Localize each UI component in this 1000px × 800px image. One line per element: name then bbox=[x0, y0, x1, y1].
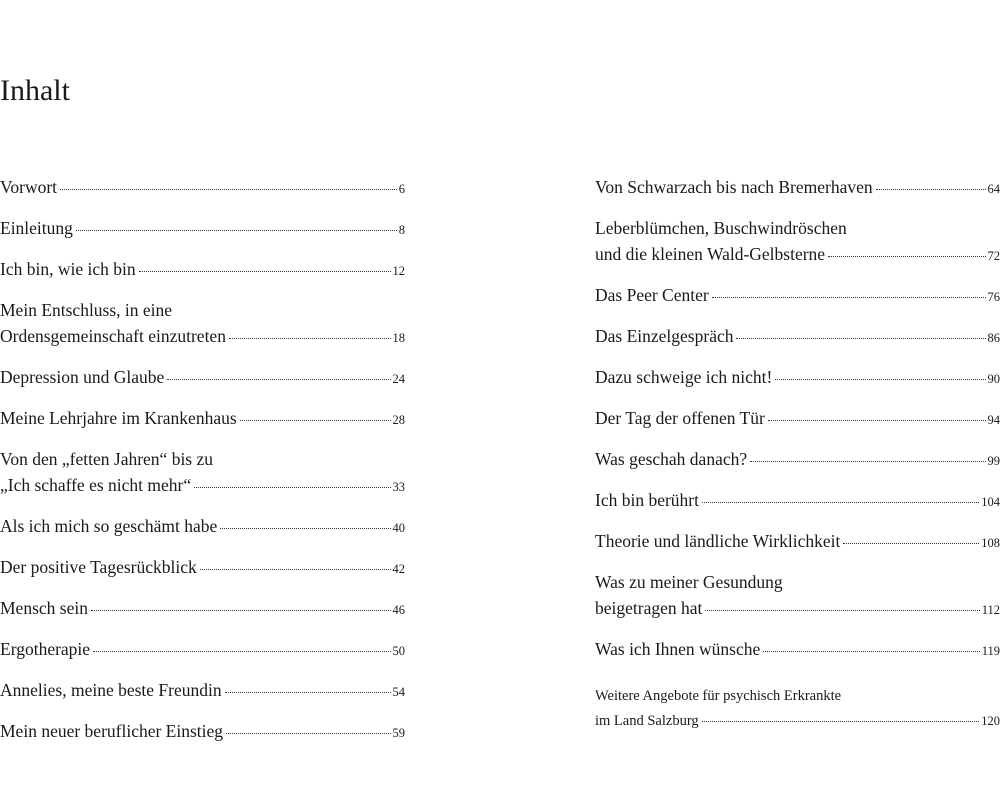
toc-entry-title: und die kleinen Wald-Gelbsterne bbox=[595, 244, 826, 264]
toc-entry-title: Meine Lehrjahre im Krankenhaus bbox=[0, 408, 237, 428]
toc-entry[interactable] bbox=[0, 174, 405, 202]
dot-leader bbox=[93, 651, 390, 652]
toc-entry-title: Der positive Tagesrückblick bbox=[0, 557, 197, 577]
toc-entry[interactable] bbox=[0, 256, 405, 284]
toc-entry[interactable] bbox=[595, 282, 1000, 310]
toc-entry-title: Ordensgemeinschaft einzutreten bbox=[0, 326, 226, 346]
dot-leader bbox=[702, 721, 980, 722]
dot-leader bbox=[775, 379, 985, 380]
toc-entry-title: Mensch sein bbox=[0, 598, 88, 618]
page-title: Inhalt bbox=[0, 74, 70, 107]
dot-leader bbox=[60, 189, 397, 190]
toc-entry-title: Was ich Ihnen wünsche bbox=[595, 639, 761, 659]
toc-entry-title: Als ich mich so geschämt habe bbox=[0, 516, 218, 536]
toc-entry[interactable] bbox=[595, 569, 1000, 623]
dot-leader bbox=[712, 297, 986, 298]
toc-entry[interactable] bbox=[0, 636, 405, 664]
toc-entry[interactable] bbox=[0, 718, 405, 746]
toc-entry-title: Was zu meiner Gesundung bbox=[595, 572, 783, 592]
toc-entry[interactable] bbox=[0, 677, 405, 705]
toc-entry-title: Leberblümchen, Buschwindröschen bbox=[595, 218, 847, 238]
dot-leader bbox=[229, 338, 391, 339]
toc-entry-page: 18 bbox=[392, 331, 405, 345]
toc-entry-page: 64 bbox=[987, 182, 1000, 196]
toc-entry-title: Theorie und ländliche Wirklichkeit bbox=[595, 531, 841, 551]
dot-leader bbox=[828, 256, 985, 257]
toc-entry-page: 104 bbox=[981, 495, 1000, 509]
toc-entry-page: 33 bbox=[392, 480, 405, 494]
toc-entry[interactable] bbox=[595, 684, 1000, 734]
toc-entry-page: 28 bbox=[392, 413, 405, 427]
toc-entry[interactable] bbox=[595, 323, 1000, 351]
toc-entry-title: Vorwort bbox=[0, 177, 58, 197]
toc-entry-page: 42 bbox=[392, 562, 405, 576]
toc-entry[interactable] bbox=[595, 636, 1000, 664]
dot-leader bbox=[705, 610, 979, 611]
toc-entry-page: 108 bbox=[981, 536, 1000, 550]
toc-entry-title: Der Tag der offenen Tür bbox=[595, 408, 765, 428]
dot-leader bbox=[768, 420, 986, 421]
toc-entry[interactable] bbox=[0, 297, 405, 351]
toc-entry-title: Von Schwarzach bis nach Bremerhaven bbox=[595, 177, 873, 197]
dot-leader bbox=[91, 610, 391, 611]
toc-entry-title: im Land Salzburg bbox=[595, 713, 699, 729]
dot-leader bbox=[763, 651, 979, 652]
toc-entry-title: Annelies, meine beste Freundin bbox=[0, 680, 222, 700]
toc-entry-title: Einleitung bbox=[0, 218, 73, 238]
toc-entry[interactable] bbox=[0, 405, 405, 433]
dot-leader bbox=[702, 502, 979, 503]
toc-entry-page: 6 bbox=[398, 182, 405, 196]
toc-entry[interactable] bbox=[595, 174, 1000, 202]
toc-entry[interactable] bbox=[0, 446, 405, 500]
toc-entry-page: 86 bbox=[987, 331, 1000, 345]
dot-leader bbox=[736, 338, 985, 339]
toc-entry-page: 46 bbox=[392, 603, 405, 617]
toc-entry[interactable] bbox=[0, 595, 405, 623]
toc-left-column bbox=[0, 174, 405, 759]
toc-entry-title: Das Peer Center bbox=[595, 285, 709, 305]
dot-leader bbox=[876, 189, 986, 190]
toc-entry-title: Das Einzelgespräch bbox=[595, 326, 734, 346]
toc-entry-page: 40 bbox=[392, 521, 405, 535]
toc-entry-page: 112 bbox=[981, 603, 1000, 617]
dot-leader bbox=[200, 569, 391, 570]
dot-leader bbox=[843, 543, 979, 544]
toc-entry-page: 72 bbox=[987, 249, 1000, 263]
toc-entry-title: „Ich schaffe es nicht mehr“ bbox=[0, 475, 192, 495]
toc-entry[interactable] bbox=[595, 215, 1000, 269]
toc-entry[interactable] bbox=[595, 364, 1000, 392]
toc-entry-title: Ich bin, wie ich bin bbox=[0, 259, 136, 279]
dot-leader bbox=[240, 420, 391, 421]
toc-entry-page: 59 bbox=[392, 726, 405, 740]
dot-leader bbox=[750, 461, 985, 462]
dot-leader bbox=[225, 692, 391, 693]
toc-entry-title: Mein Entschluss, in eine bbox=[0, 300, 173, 320]
toc-entry-title: Depression und Glaube bbox=[0, 367, 165, 387]
toc-entry-title: Weitere Angebote für psychisch Erkrankte bbox=[595, 688, 842, 704]
toc-right-column bbox=[595, 174, 1000, 747]
toc-entry-page: 24 bbox=[392, 372, 405, 386]
toc-entry[interactable] bbox=[0, 364, 405, 392]
dot-leader bbox=[139, 271, 391, 272]
toc-entry[interactable] bbox=[595, 487, 1000, 515]
dot-leader bbox=[167, 379, 390, 380]
toc-entry-page: 50 bbox=[392, 644, 405, 658]
toc-entry[interactable] bbox=[0, 513, 405, 541]
dot-leader bbox=[226, 733, 390, 734]
toc-entry[interactable] bbox=[595, 528, 1000, 556]
toc-entry-page: 12 bbox=[392, 264, 405, 278]
toc-entry-title: Ich bin berührt bbox=[595, 490, 699, 510]
toc-entry-page: 76 bbox=[987, 290, 1000, 304]
toc-entry-title: Dazu schweige ich nicht! bbox=[595, 367, 773, 387]
toc-entry[interactable] bbox=[0, 215, 405, 243]
toc-entry-page: 90 bbox=[987, 372, 1000, 386]
toc-entry-page: 119 bbox=[981, 644, 1000, 658]
dot-leader bbox=[220, 528, 390, 529]
toc-entry-page: 120 bbox=[981, 714, 1000, 728]
toc-entry-title: beigetragen hat bbox=[595, 598, 703, 618]
toc-entry-title: Ergotherapie bbox=[0, 639, 91, 659]
toc-entry-page: 54 bbox=[392, 685, 405, 699]
toc-entry-title: Was geschah danach? bbox=[595, 449, 748, 469]
toc-entry-page: 8 bbox=[398, 223, 405, 237]
toc-entry-title: Mein neuer beruflicher Einstieg bbox=[0, 721, 224, 741]
toc-entry-page: 94 bbox=[987, 413, 1000, 427]
toc-entry[interactable] bbox=[0, 554, 405, 582]
toc-entry[interactable] bbox=[595, 405, 1000, 433]
dot-leader bbox=[194, 487, 390, 488]
toc-entry-title: Von den „fetten Jahren“ bis zu bbox=[0, 449, 214, 469]
toc-entry[interactable] bbox=[595, 446, 1000, 474]
dot-leader bbox=[76, 230, 397, 231]
toc-entry-page: 99 bbox=[987, 454, 1000, 468]
